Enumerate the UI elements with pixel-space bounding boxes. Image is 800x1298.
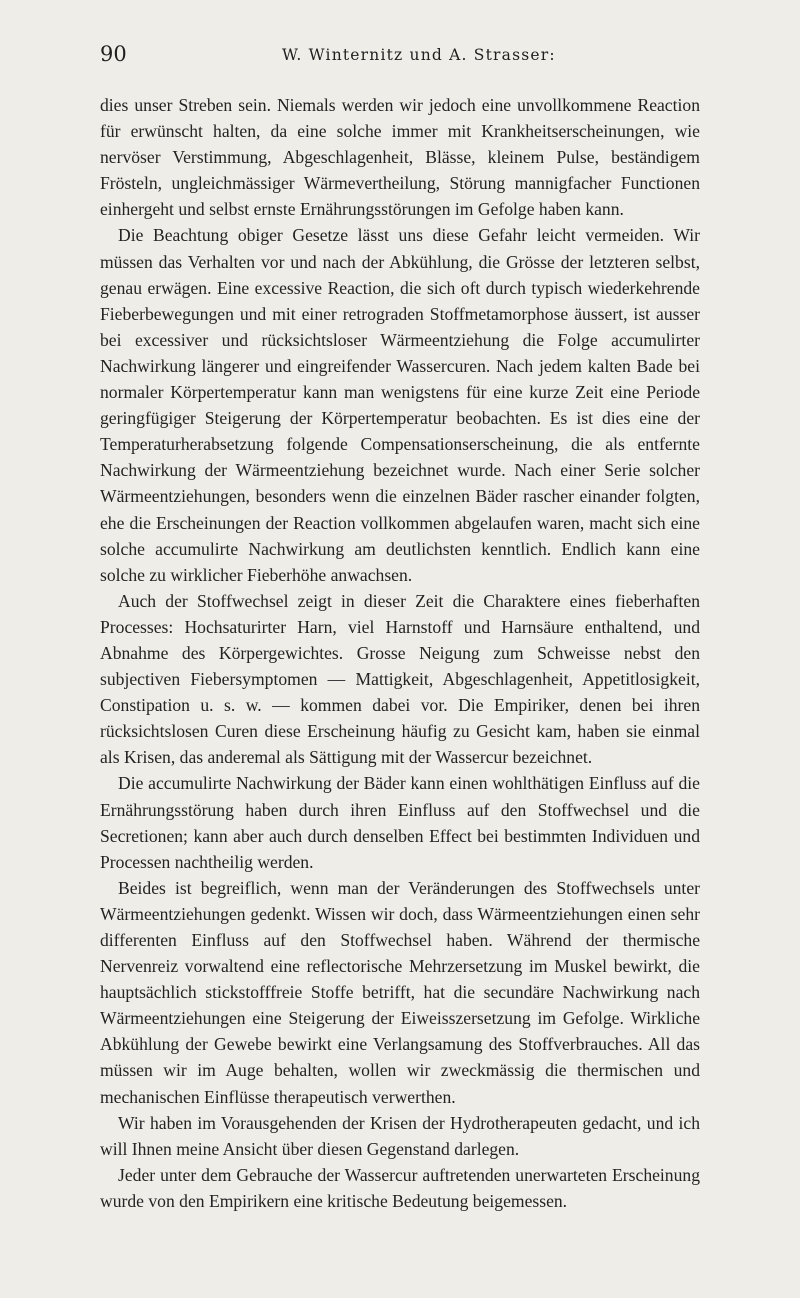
page-header <box>100 42 700 72</box>
paragraph: Jeder unter dem Gebrauche der Wassercur auftretenden unerwarteten Erscheinung wurde von den Empirikern eine kritische Bedeutung beigemessen. <box>100 1164 700 1211</box>
paragraph: Wir haben im Vorausgehenden der Krisen der Hydrotherapeuten gedacht, und ich will Ihnen meine Ansicht über diesen Gegenstand darlegen. <box>100 1112 700 1159</box>
page-number: 90 <box>100 42 127 66</box>
paragraph: Beides ist begreiflich, wenn man der Veränderungen des Stoffwechsels unter Wärmeentziehungen gedenkt. Wissen wir doch, dass Wärmeentziehungen einen sehr differenten Einfluss auf den Stoffwechsel haben. Während der thermische Nervenreiz vorwaltend eine reflectorische Mehrzersetzung im Muskel bewirkt, die hauptsächlich stickstofffreie Stoffe betrifft, hat die secundäre Nachwirkung nach Wärmeentziehungen eine Steigerung der Eiweisszersetzung im Gefolge. Wirkliche Abkühlung der Gewebe bewirkt eine Verlangsamung des Stoffverbrauches. All das müssen wir im Auge behalten, wollen wir zweckmässig die thermischen und mechanischen Einflüsse therapeutisch verwerthen. <box>100 877 700 1107</box>
paragraph: dies unser Streben sein. Niemals werden wir jedoch eine unvollkommene Reaction für erwünscht halten, da eine solche immer mit Krankheitserscheinungen, wie nervöser Verstimmung, Abgeschlagenheit, Blässe, kleinem Pulse, beständigem Frösteln, ungleichmässiger Wärmevertheilung, Störung mannigfacher Functionen einhergeht und selbst ernste Ernährungsstörungen im Gefolge haben kann. <box>100 95 700 220</box>
body-text <box>100 92 700 1214</box>
paragraph: Die Beachtung obiger Gesetze lässt uns diese Gefahr leicht vermeiden. Wir müssen das Verhalten vor und nach der Abkühlung, die Grösse der letzteren selbst, genau erwägen. Eine excessive Reaction, die sich oft durch typisch wiederkehrende Fieberbewegungen und mit einer retrograden Stoffmetamorphose äussert, ist ausser bei excessiver und rücksichtsloser Wärmeentziehung die Folge accumulirter Nachwirkung längerer und eingreifender Wassercuren. Nach jedem kalten Bade bei normaler Körpertemperatur kann man wenigstens für eine kurze Zeit eine Periode geringfügiger Steigerung der Körpertemperatur beobachten. Es ist dies eine der Temperaturherabsetzung folgende Compensationserscheinung, die als entfernte Nachwirkung der Wärmeentziehung bezeichnet wurde. Nach einer Serie solcher Wärmeentziehungen, besonders wenn die einzelnen Bäder rascher einander folgten, ehe die Erscheinungen der Reaction vollkommen abgelaufen waren, macht sich eine solche accumulirte Nachwirkung am deutlichsten kenntlich. Endlich kann eine solche zu wirklicher Fieberhöhe anwachsen. <box>100 225 700 585</box>
running-head: W. Winternitz und A. Strasser: <box>282 46 556 64</box>
paragraph: Auch der Stoffwechsel zeigt in dieser Zeit die Charaktere eines fieberhaften Processes: Hochsaturirter Harn, viel Harnstoff und Harnsäure enthaltend, und Abnahme des Körpergewichtes. Grosse Neigung zum Schweisse nebst den subjectiven Fiebersymptomen — Mattigkeit, Abgeschlagenheit, Appetitlosigkeit, Constipation u. s. w. — kommen dabei vor. Die Empiriker, denen bei ihren rücksichtslosen Curen diese Erscheinung häufig zu Gesicht kam, haben sie einmal als Krisen, das anderemal als Sättigung mit der Wassercur bezeichnet. <box>100 590 700 768</box>
paragraph: Die accumulirte Nachwirkung der Bäder kann einen wohlthätigen Einfluss auf die Ernährungsstörung haben durch ihren Einfluss auf den Stoffwechsel und die Secretionen; kann aber auch durch denselben Effect bei bestimmten Individuen und Processen nachtheilig werden. <box>100 773 700 872</box>
